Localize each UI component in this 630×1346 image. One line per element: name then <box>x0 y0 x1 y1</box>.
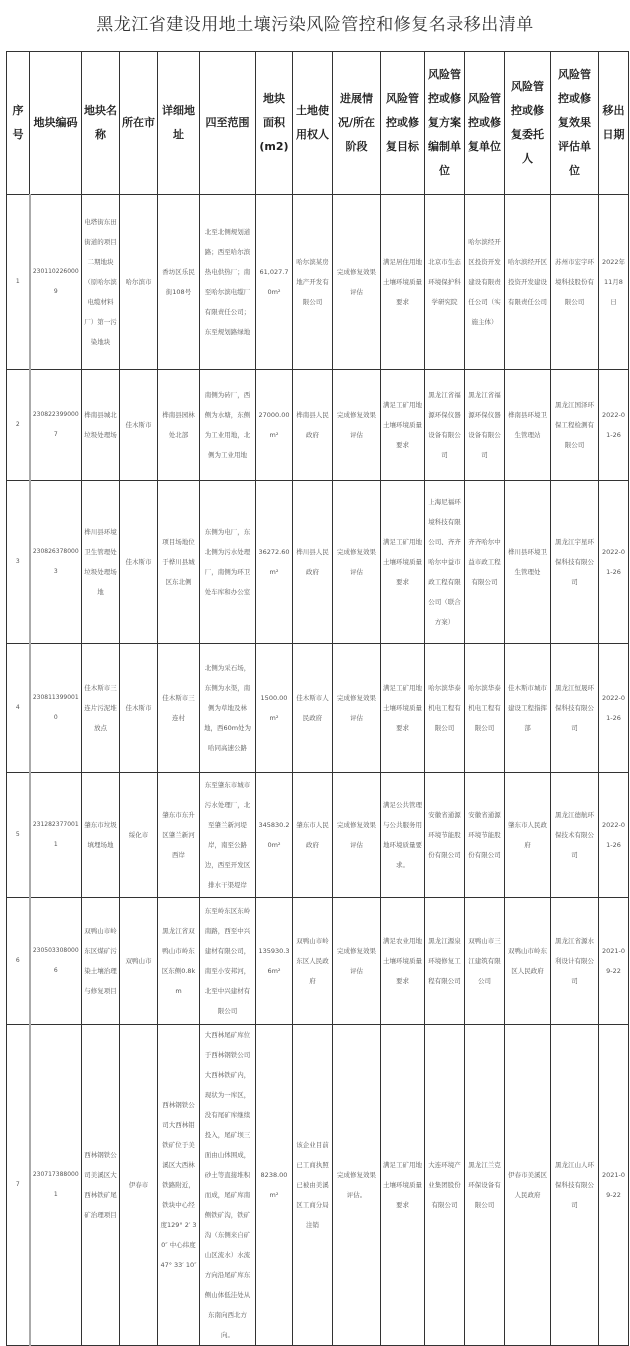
cell-eval-unit: 黑龙江宇星环保科技有限公司 <box>551 481 599 644</box>
cell-target: 满足工矿用地土壤环境质量要求 <box>381 1025 425 1346</box>
cell-code: 2308223990007 <box>30 370 82 481</box>
header-exec-unit: 风险管控或修复单位 <box>465 52 505 195</box>
table-row <box>7 898 629 1025</box>
page-title: 黑龙江省建设用地土壤污染风险管控和修复名录移出清单 <box>96 15 534 35</box>
cell-code: 2301102260009 <box>30 195 82 370</box>
cell-city: 绥化市 <box>120 773 158 898</box>
cell-stage: 完成修复效果评估 <box>333 644 381 773</box>
cell-city: 双鸭山市 <box>120 898 158 1025</box>
header-date: 移出日期 <box>599 52 629 195</box>
cell-eval-unit: 黑龙江德航环保技术有限公司 <box>551 773 599 898</box>
cell-boundary: 东至岭东区东岭南路，西至中兴建材有限公司，南至小安邦河，北至中兴建材有限公司 <box>200 898 256 1025</box>
cell-target: 满足居住用地土壤环境质量要求 <box>381 195 425 370</box>
cell-exec-unit: 双鸭山市三江建筑有限公司 <box>465 898 505 1025</box>
cell-name: 肇东市垃圾填埋场地 <box>82 773 120 898</box>
cell-eval-unit: 苏州市宏宇环境科技股份有限公司 <box>551 195 599 370</box>
cell-owner: 该企业目前已工商执照已被由美溪区工商分局注销 <box>293 1025 333 1346</box>
cell-plan-unit: 哈尔滨华泰机电工程有限公司 <box>425 644 465 773</box>
cell-city: 佳木斯市 <box>120 481 158 644</box>
cell-name: 桦川县环境卫生管理处垃圾处理场地 <box>82 481 120 644</box>
cell-code: 2307173880001 <box>30 1025 82 1346</box>
cell-address: 黑龙江省双鸭山市岭东区东侧0.8km <box>158 898 200 1025</box>
header-owner: 土地使用权人 <box>293 52 333 195</box>
cell-date: 2021-09-22 <box>599 898 629 1025</box>
cell-name: 双鸭山市岭东区煤矿污染土壤治理与修复项目 <box>82 898 120 1025</box>
header-stage: 进展情况/所在阶段 <box>333 52 381 195</box>
cell-date: 2021-09-22 <box>599 1025 629 1346</box>
header-plan-unit: 风险管控或修复方案编制单位 <box>425 52 465 195</box>
cell-date: 2022年11月8日 <box>599 195 629 370</box>
cell-plan-unit: 大连环境产业集团股份有限公司 <box>425 1025 465 1346</box>
cell-owner: 桦南县人民政府 <box>293 370 333 481</box>
cell-owner: 桦川县人民政府 <box>293 481 333 644</box>
cell-city: 佳木斯市 <box>120 370 158 481</box>
table-row <box>7 481 629 644</box>
cell-eval-unit: 黑龙江省源水利设计有限公司 <box>551 898 599 1025</box>
cell-plan-unit: 上海尼福环境科技有限公司、齐齐哈尔中益市政工程有限公司（联合方案） <box>425 481 465 644</box>
cell-owner: 双鸭山市岭东区人民政府 <box>293 898 333 1025</box>
cell-address: 香坊区乐民街108号 <box>158 195 200 370</box>
cell-seq: 6 <box>7 898 30 1025</box>
cell-exec-unit: 哈尔滨经开区投资开发建设有限责任公司（实施主体） <box>465 195 505 370</box>
cell-address: 项目场地位于桦川县城区东北侧 <box>158 481 200 644</box>
cell-stage: 完成修复效果评估 <box>333 898 381 1025</box>
cell-eval-unit: 黑龙江国泽环保工程检测有限公司 <box>551 370 599 481</box>
cell-area: 1500.00m² <box>256 644 293 773</box>
cell-date: 2022-01-26 <box>599 644 629 773</box>
cell-owner: 哈尔滨某房地产开发有限公司 <box>293 195 333 370</box>
cell-code: 2305033080006 <box>30 898 82 1025</box>
cell-boundary: 东至肇东市城市污水处理厂，北至肇兰新河堤岸，南至公路边，西至开发区排水干渠堤岸 <box>200 773 256 898</box>
cell-boundary: 大西林尾矿库位于西林钢铁公司大西林铁矿内，现状为一库区，没有尾矿库继续投入，尾矿坝三面由山体围成，砂土等直接堆积而成，尾矿库南侧铁矿沟，铁矿沟（东侧来自矿山区流水）水流方向沿尾矿库东侧山体低洼处从东南向西北方向。 <box>200 1025 256 1346</box>
cell-plan-unit: 黑龙江源泉环境修复工程有限公司 <box>425 898 465 1025</box>
cell-name: 桦南县城北垃圾处理场 <box>82 370 120 481</box>
header-boundary: 四至范围 <box>200 52 256 195</box>
cell-client: 桦南县环境卫生管理站 <box>505 370 551 481</box>
cell-owner: 佳木斯市人民政府 <box>293 644 333 773</box>
cell-city: 佳木斯市 <box>120 644 158 773</box>
cell-boundary: 东侧为电厂，东北侧为污水处理厂，南侧为环卫处车库和办公室 <box>200 481 256 644</box>
table-row <box>7 370 629 481</box>
cell-code: 2308113990010 <box>30 644 82 773</box>
cell-client: 双鸭山市岭东区人民政府 <box>505 898 551 1025</box>
cell-owner: 肇东市人民政府 <box>293 773 333 898</box>
cell-seq: 2 <box>7 370 30 481</box>
cell-boundary: 南侧为砖厂，西侧为水塘，东侧为工业用地，北侧为工业用地 <box>200 370 256 481</box>
cell-name: 西林钢铁公司美溪区大西林铁矿尾矿治理项目 <box>82 1025 120 1346</box>
cell-target: 满足工矿用地土壤环境质量要求 <box>381 370 425 481</box>
cell-seq: 3 <box>7 481 30 644</box>
cell-city: 哈尔滨市 <box>120 195 158 370</box>
header-name: 地块名称 <box>82 52 120 195</box>
cell-city: 伊春市 <box>120 1025 158 1346</box>
cell-boundary: 北侧为采石场，东侧为水渠，南侧为草地及林地，西60m处为哈同高速公路 <box>200 644 256 773</box>
table-row <box>7 773 629 898</box>
cell-target: 满足农业用地土壤环境质量要求 <box>381 898 425 1025</box>
cell-date: 2022-01-26 <box>599 481 629 644</box>
cell-boundary: 北至北侧规划道路；西至哈尔滨热电供热厂；南至哈尔滨电缆厂有限责任公司；东至规划路绿地 <box>200 195 256 370</box>
cell-stage: 完成修复效果评估 <box>333 481 381 644</box>
cell-code: 2308263780003 <box>30 481 82 644</box>
table-row <box>7 195 629 370</box>
header-seq: 序号 <box>7 52 30 195</box>
table-header-row <box>7 52 629 195</box>
cell-area: 8238.00m² <box>256 1025 293 1346</box>
cell-address: 肇东市东升区肇兰新河西岸 <box>158 773 200 898</box>
cell-exec-unit: 安徽省通源环境节能股份有限公司 <box>465 773 505 898</box>
cell-client: 佳木斯市城市建设工程指挥部 <box>505 644 551 773</box>
header-code: 地块编码 <box>30 52 82 195</box>
cell-seq: 1 <box>7 195 30 370</box>
cell-seq: 7 <box>7 1025 30 1346</box>
cell-date: 2022-01-26 <box>599 773 629 898</box>
removal-list-table <box>6 51 629 1346</box>
header-target: 风险管控或修复目标 <box>381 52 425 195</box>
cell-target: 满足公共管理与公共服务用地环境质量要求。 <box>381 773 425 898</box>
cell-exec-unit: 哈尔滨华泰机电工程有限公司 <box>465 644 505 773</box>
cell-stage: 完成修复效果评估 <box>333 773 381 898</box>
header-client: 风险管控或修复委托人 <box>505 52 551 195</box>
cell-plan-unit: 黑龙江省福源环保仪器设备有限公司 <box>425 370 465 481</box>
cell-name: 佳木斯市三连片污泥堆放点 <box>82 644 120 773</box>
cell-address: 西林钢铁公司大西林钼铁矿位于美溪区大西林铁路附近，铁块中心经度129° 2′ 30″ 中心纬度47° 33′ 10″ <box>158 1025 200 1346</box>
cell-seq: 5 <box>7 773 30 898</box>
cell-area: 61,027.70m² <box>256 195 293 370</box>
cell-client: 肇东市人民政府 <box>505 773 551 898</box>
cell-area: 135930.36m² <box>256 898 293 1025</box>
cell-plan-unit: 北京市生态环境保护科学研究院 <box>425 195 465 370</box>
cell-plan-unit: 安徽省通源环境节能股份有限公司 <box>425 773 465 898</box>
cell-address: 桦南县园林处北部 <box>158 370 200 481</box>
cell-area: 36272.60m² <box>256 481 293 644</box>
header-address: 详细地址 <box>158 52 200 195</box>
cell-target: 满足工矿用地土壤环境质量要求 <box>381 481 425 644</box>
header-area: 地块面积(m2) <box>256 52 293 195</box>
cell-eval-unit: 黑龙江山人环保科技有限公司 <box>551 1025 599 1346</box>
table-row <box>7 1025 629 1346</box>
table-row <box>7 644 629 773</box>
header-eval-unit: 风险管控或修复效果评估单位 <box>551 52 599 195</box>
cell-client: 桦川县环境卫生管理处 <box>505 481 551 644</box>
cell-exec-unit: 齐齐哈尔中益市政工程有限公司 <box>465 481 505 644</box>
cell-address: 佳木斯市三连村 <box>158 644 200 773</box>
cell-date: 2022-01-26 <box>599 370 629 481</box>
cell-exec-unit: 黑龙江省福源环保仪器设备有限公司 <box>465 370 505 481</box>
cell-stage: 完成修复效果评估。 <box>333 1025 381 1346</box>
cell-exec-unit: 黑龙江兰克环保设备有限公司 <box>465 1025 505 1346</box>
cell-seq: 4 <box>7 644 30 773</box>
cell-stage: 完成修复效果评估 <box>333 195 381 370</box>
cell-client: 哈尔滨经开区投资开发建设有限责任公司 <box>505 195 551 370</box>
cell-code: 2312823770011 <box>30 773 82 898</box>
cell-client: 伊春市美溪区人民政府 <box>505 1025 551 1346</box>
cell-name: 电塔街东田街道的项目二期地块（原哈尔滨电缆材料厂）第一污染地块 <box>82 195 120 370</box>
cell-eval-unit: 黑龙江恒晟环保科技有限公司 <box>551 644 599 773</box>
cell-stage: 完成修复效果评估 <box>333 370 381 481</box>
cell-area: 345830.20m² <box>256 773 293 898</box>
cell-target: 满足工矿用地土壤环境质量要求 <box>381 644 425 773</box>
header-city: 所在市 <box>120 52 158 195</box>
cell-area: 27000.00m² <box>256 370 293 481</box>
